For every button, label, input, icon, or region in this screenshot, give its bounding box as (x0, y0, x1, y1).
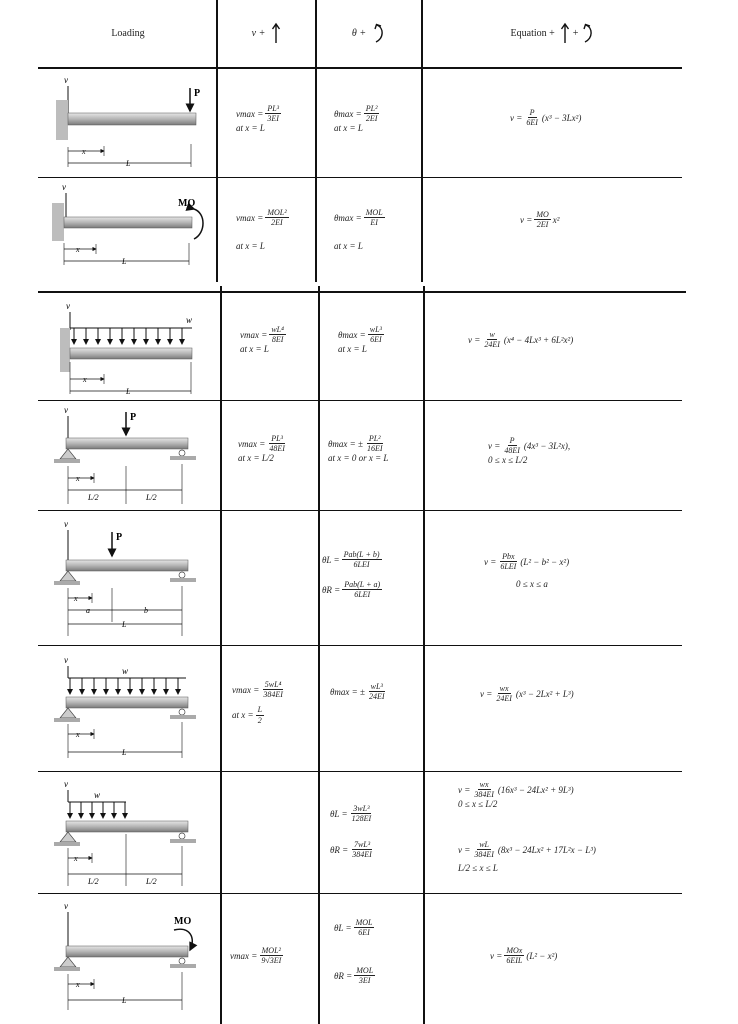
load-label: MO (174, 916, 192, 927)
x-label: x (74, 594, 78, 603)
beam (66, 821, 188, 832)
fraction-denominator: 9√3EI (261, 956, 282, 966)
fraction-denominator: 3EI (358, 976, 371, 986)
beam (66, 697, 188, 708)
deflection-location: at x = L (236, 123, 265, 134)
fraction (269, 325, 286, 344)
fraction-numerator: wx (479, 780, 489, 789)
fraction-denominator: 8EI (271, 335, 284, 345)
fraction-numerator: P (509, 436, 515, 445)
fraction-denominator: 48EI (504, 446, 520, 456)
fraction-denominator: 48EI (269, 444, 285, 454)
case8-slope-left (334, 918, 376, 937)
fraction-numerator: 3wL³ (353, 804, 370, 813)
row-divider (38, 400, 682, 401)
case1-deflection (236, 104, 283, 134)
half-length-label: L/2 (146, 493, 157, 502)
fraction (354, 918, 375, 937)
fraction-denominator: 6EIL (506, 956, 523, 966)
x-label: x (76, 730, 80, 739)
beam (66, 946, 188, 957)
case7-equation-2 (458, 840, 596, 874)
v-axis-label: v (64, 655, 68, 665)
equation-rest: (8x³ − 24Lx² + 17L²x − L³) (497, 844, 596, 855)
fraction-numerator: MOL (355, 918, 373, 927)
beam (66, 560, 188, 571)
v-axis-label: v (64, 519, 68, 529)
case6-slope (330, 682, 389, 701)
fraction-denominator: 384EI (474, 790, 494, 800)
header-loading (38, 0, 218, 66)
half-length-label: L/2 (146, 877, 157, 886)
header-equation: Equation + + (423, 0, 683, 66)
case2-deflection (236, 208, 291, 252)
fraction (364, 104, 380, 123)
fraction-numerator: wL³ (369, 325, 382, 334)
fraction-numerator: MOL (356, 966, 374, 975)
fraction (267, 434, 287, 453)
load-label: P (194, 88, 201, 99)
x-label: x (76, 245, 80, 254)
equation-rest: (x³ − 2Lx² + L³) (515, 688, 574, 699)
deflection-location: at x = (232, 709, 254, 720)
case5-slope-left (322, 550, 384, 569)
fraction-numerator: wx (499, 684, 509, 693)
wall-support (52, 203, 64, 241)
fraction-numerator: MOL² (261, 946, 281, 955)
load-label: w (122, 666, 129, 676)
deflection-lhs: vmax = (238, 438, 266, 449)
slope-right-lhs: θR = (334, 970, 353, 981)
beam (68, 113, 196, 125)
fraction (364, 208, 385, 227)
fraction-numerator: L (257, 705, 263, 715)
deflection-lhs: vmax = (232, 684, 260, 695)
ccw-arrow-icon (372, 22, 386, 44)
fraction (342, 580, 382, 599)
slope-right-lhs: θR = (322, 584, 341, 595)
case2-equation (520, 210, 559, 229)
deflection-location: at x = L/2 (238, 453, 274, 464)
half-length-label: L/2 (88, 877, 99, 886)
fraction (504, 946, 524, 965)
equation-lhs: v = (510, 112, 523, 123)
fraction (342, 550, 382, 569)
header-divider (38, 67, 682, 69)
case3-equation (468, 330, 573, 349)
diagram-simply-supported-end-moment (46, 900, 216, 1018)
case3-deflection (240, 325, 288, 355)
fraction (256, 705, 264, 724)
slope-left-lhs: θL = (322, 554, 340, 565)
row-divider (38, 645, 682, 646)
roller-support (179, 450, 185, 456)
case8-slope-right (334, 966, 377, 985)
header-loading-label: Loading (111, 27, 145, 39)
fraction (472, 840, 496, 859)
fraction-numerator: wL (479, 840, 489, 849)
diagram-simply-supported-half-load (46, 778, 216, 890)
beam (64, 217, 192, 228)
slope-location: at x = L (334, 241, 363, 252)
fraction (368, 325, 384, 344)
v-axis-label: v (66, 301, 70, 311)
pin-support (60, 957, 76, 967)
equation-lhs: v = (520, 214, 533, 225)
equation-range: 0 ≤ x ≤ L/2 (488, 455, 528, 466)
slope-lhs: θmax = (334, 108, 362, 119)
fraction-numerator: PL² (368, 434, 381, 443)
equation-lhs: v = (458, 844, 471, 855)
moment-arrow (194, 209, 203, 239)
fraction-denominator: 2 (257, 715, 262, 725)
length-label: L (122, 257, 127, 266)
x-label: x (74, 854, 78, 863)
fraction (265, 208, 288, 227)
length-label: L (126, 159, 131, 168)
case8-equation (490, 946, 557, 965)
row-divider (38, 771, 682, 772)
length-label: L (122, 996, 127, 1005)
fraction-numerator: MOx (506, 946, 523, 955)
fraction-denominator: 6LEI (353, 560, 370, 570)
equation-rest: (4x³ − 3L²x), (523, 440, 571, 451)
equation-lhs: v = (480, 688, 493, 699)
fraction-denominator: 6LEI (500, 562, 517, 572)
x-label: x (82, 147, 86, 156)
equation-rest: x² (552, 214, 560, 225)
fraction-numerator: Pab(L + a) (344, 580, 381, 589)
header-equation-label: Equation + (510, 27, 555, 39)
case4-equation (488, 436, 570, 466)
pin-support (60, 708, 76, 718)
diagram-cantilever-point-load (44, 72, 214, 172)
fraction (354, 966, 375, 985)
equation-lhs: v = (490, 950, 503, 961)
deflection-lhs: vmax = (236, 108, 264, 119)
slope-lhs: θmax = ± (330, 686, 365, 697)
fraction-numerator: wL⁴ (271, 325, 284, 334)
v-axis-label: v (64, 75, 68, 85)
fraction-numerator: wL³ (370, 682, 383, 691)
load-label: P (116, 532, 123, 543)
fraction-numerator: MOL² (267, 208, 287, 217)
slope-left-lhs: θL = (330, 808, 348, 819)
fraction (259, 946, 283, 965)
v-axis-label: v (62, 182, 66, 192)
slope-left-lhs: θL = (334, 922, 352, 933)
equation-lhs: v = (458, 784, 471, 795)
fraction-denominator: 3EI (267, 114, 279, 124)
fraction-denominator: 384EI (263, 690, 283, 700)
fraction-numerator: MO (536, 210, 549, 219)
row-divider (38, 893, 682, 894)
case4-deflection (238, 434, 289, 464)
fraction-denominator: 6EI (358, 928, 370, 938)
equation-lhs: v = (468, 334, 481, 345)
roller-support (179, 709, 185, 715)
x-label: x (76, 980, 80, 989)
header-deflection-label: v + (251, 27, 266, 39)
case1-equation (510, 108, 581, 127)
beam (70, 348, 192, 359)
deflection-lhs: vmax = (240, 329, 268, 340)
column-divider (220, 286, 222, 1024)
fraction-numerator: Pbx (502, 552, 515, 561)
fraction-denominator: 24EI (368, 692, 385, 702)
wall-support (56, 100, 68, 140)
case6-deflection (232, 680, 287, 725)
load-label: MO (178, 198, 196, 209)
x-label: x (83, 375, 87, 384)
v-axis-label: v (64, 779, 68, 789)
roller-support (179, 572, 185, 578)
fraction (498, 552, 518, 571)
pin-support (60, 449, 76, 459)
fraction-denominator: 24EI (484, 340, 500, 350)
wall-support (60, 328, 70, 372)
column-divider (318, 286, 320, 1024)
v-axis-label: v (64, 901, 68, 911)
fraction-numerator: Pab(L + b) (343, 550, 380, 559)
fraction-numerator: 7wL³ (353, 840, 371, 849)
fraction-numerator: MOL (365, 208, 383, 217)
fraction (367, 682, 387, 701)
up-arrow-icon (271, 22, 281, 44)
fraction (472, 780, 496, 799)
fraction (502, 436, 522, 455)
fraction-denominator: 24EI (496, 694, 512, 704)
fraction (365, 434, 385, 453)
fraction-numerator: PL³ (271, 434, 283, 443)
case7-equation-1 (458, 780, 574, 810)
header-deflection (218, 0, 315, 66)
fraction-denominator: 6LEI (354, 590, 371, 600)
diagram-cantilever-moment (44, 181, 214, 281)
diagram-simply-supported-center-load (46, 404, 216, 508)
case7-slope-left (330, 804, 375, 823)
fraction-denominator: 2EI (271, 218, 283, 228)
fraction-numerator: 5wL⁴ (264, 680, 282, 689)
load-label: w (94, 790, 101, 800)
case4-slope (328, 434, 388, 464)
case3-slope (338, 325, 386, 355)
fraction-denominator: 128EI (351, 814, 372, 824)
fraction (265, 104, 281, 123)
diagram-simply-supported-offset-load (46, 518, 216, 642)
row-divider (38, 510, 682, 511)
equation-lhs: v = (484, 556, 497, 567)
equation-lhs: v = (488, 440, 501, 451)
length-label: L (126, 387, 131, 396)
ccw-arrow-icon (581, 22, 595, 44)
slope-lhs: θmax = (338, 329, 366, 340)
pin-support (60, 832, 76, 842)
v-axis-label: v (64, 405, 68, 415)
load-label: w (186, 315, 193, 325)
case8-deflection (230, 946, 285, 965)
length-label: L (122, 620, 127, 629)
fraction (482, 330, 502, 349)
fraction-numerator: P (529, 108, 535, 117)
equation-rest: (L² − x²) (526, 950, 558, 961)
distributed-load (74, 328, 182, 344)
deflection-lhs: vmax = (230, 950, 258, 961)
slope-location: at x = L (334, 123, 363, 134)
case6-equation (480, 684, 574, 703)
fraction (524, 108, 540, 127)
fraction-numerator: PL² (365, 104, 378, 113)
section-divider (38, 291, 686, 293)
case1-slope (334, 104, 381, 134)
column-divider (423, 286, 425, 1024)
fraction-denominator: 384EI (474, 850, 494, 860)
slope-location: at x = L (338, 344, 367, 355)
row-divider (38, 177, 682, 178)
equation-range: 0 ≤ x ≤ a (516, 579, 548, 590)
fraction-denominator: 2EI (365, 114, 378, 124)
equation-rest: (L² − b² − x²) (520, 556, 570, 567)
fraction-numerator: w (489, 330, 495, 339)
fraction (494, 684, 514, 703)
slope-lhs: θmax = (334, 212, 362, 223)
fraction-denominator: 2EI (536, 220, 549, 230)
diagram-cantilever-uniform-load (46, 300, 216, 398)
fraction-denominator: 6EI (370, 335, 382, 345)
deflection-location: at x = L (240, 344, 269, 355)
beam (66, 438, 188, 449)
fraction-numerator: PL³ (267, 104, 280, 113)
equation-rest: (x³ − 3Lx²) (541, 112, 582, 123)
fraction (534, 210, 550, 229)
fraction-denominator: 6EI (526, 118, 538, 128)
header-slope (317, 0, 421, 66)
a-label: a (86, 606, 90, 615)
fraction (261, 680, 285, 699)
fraction (350, 840, 374, 859)
equation-rest: (16x³ − 24Lx² + 9L³) (497, 784, 574, 795)
half-length-label: L/2 (88, 493, 99, 502)
b-label: b (144, 606, 148, 615)
deflection-lhs: vmax = (236, 212, 264, 223)
distributed-load (70, 802, 125, 818)
up-arrow-icon (560, 22, 570, 44)
slope-right-lhs: θR = (330, 844, 349, 855)
header-slope-label: θ + (351, 27, 367, 39)
equation-range: 0 ≤ x ≤ L/2 (458, 799, 498, 810)
fraction (350, 804, 374, 823)
deflection-location: at x = L (236, 241, 265, 252)
distributed-load (70, 678, 178, 694)
diagram-simply-supported-uniform-load (46, 654, 216, 766)
case5-equation (484, 552, 569, 590)
case2-slope (334, 208, 387, 252)
fraction-denominator: 16EI (366, 444, 383, 454)
equation-rest: (x⁴ − 4Lx³ + 6L²x²) (503, 334, 574, 345)
load-label: P (130, 412, 137, 423)
fraction-denominator: EI (370, 218, 378, 228)
x-label: x (76, 474, 80, 483)
case7-slope-right (330, 840, 376, 859)
roller-support (179, 958, 185, 964)
roller-support (179, 833, 185, 839)
fraction-denominator: 384EI (352, 850, 372, 860)
length-label: L (122, 748, 127, 757)
equation-range: L/2 ≤ x ≤ L (458, 863, 498, 874)
slope-lhs: θmax = ± (328, 438, 363, 449)
pin-support (60, 571, 76, 581)
slope-location: at x = 0 or x = L (328, 453, 389, 464)
case5-slope-right (322, 580, 384, 599)
